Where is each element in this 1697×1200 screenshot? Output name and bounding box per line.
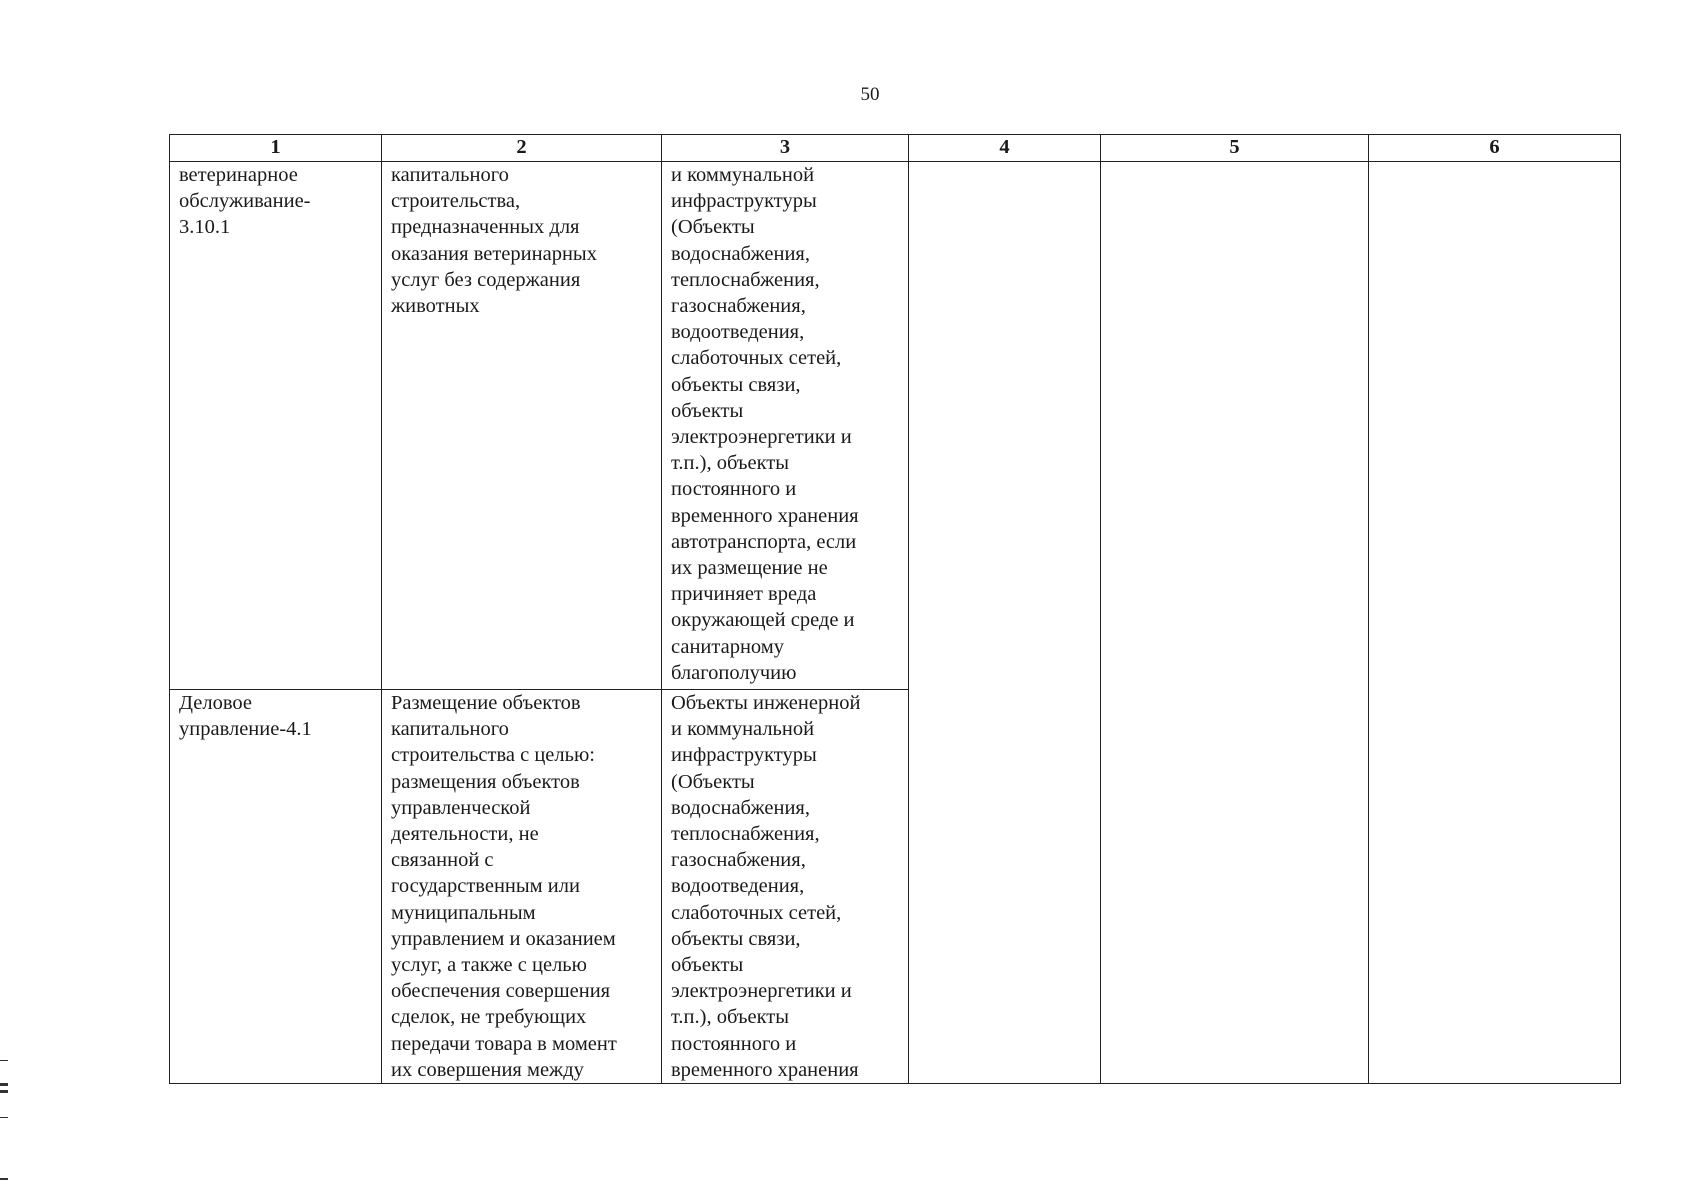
scan-edge-mark	[0, 1083, 8, 1086]
column-header-6: 6	[1369, 135, 1621, 162]
scan-edge-mark	[0, 1178, 8, 1180]
cell-column-5	[1101, 162, 1369, 1084]
column-header-2: 2	[382, 135, 662, 162]
cell-auxiliary-use: Объекты инженерной и коммунальной инфраструктуры (Объекты водоснабжения, теплоснабжения, газоснабжения, водоотведения, слаботочных сетей, объекты связи, объекты электроэнергетики и т.п.), объекты постоянного и временного хранения	[662, 690, 909, 1084]
table-header-row	[170, 135, 1621, 162]
column-header-3: 3	[662, 135, 909, 162]
column-header-4: 4	[909, 135, 1101, 162]
cell-land-use-type: Деловое управление-4.1	[170, 690, 382, 1084]
cell-auxiliary-use: и коммунальной инфраструктуры (Объекты водоснабжения, теплоснабжения, газоснабжения, водоотведения, слаботочных сетей, объекты связи, объекты электроэнергетики и т.п.), объекты постоянного и временного хранения автотранспорта, если их размещение не причиняет вреда окружающей среде и санитарному благополучию	[662, 162, 909, 690]
page-number: 50	[860, 84, 880, 105]
cell-description: капитального строительства, предназначенных для оказания ветеринарных услуг без содержания животных	[382, 162, 662, 690]
scan-edge-mark	[0, 1060, 8, 1061]
land-use-table	[169, 134, 1621, 1084]
column-header-5: 5	[1101, 135, 1369, 162]
scan-edge-mark	[0, 1090, 8, 1093]
cell-column-4	[909, 162, 1101, 1084]
cell-land-use-type: ветеринарное обслуживание- 3.10.1	[170, 162, 382, 690]
cell-column-6	[1369, 162, 1621, 1084]
table-row	[170, 162, 1621, 690]
column-header-1: 1	[170, 135, 382, 162]
cell-description: Размещение объектов капитального строительства с целью: размещения объектов управленческой деятельности, не связанной с государственным или муниципальным управлением и оказанием услуг, а также с целью обеспечения совершения сделок, не требующих передачи товара в момент их совершения между	[382, 690, 662, 1084]
scan-edge-mark	[0, 1117, 8, 1118]
